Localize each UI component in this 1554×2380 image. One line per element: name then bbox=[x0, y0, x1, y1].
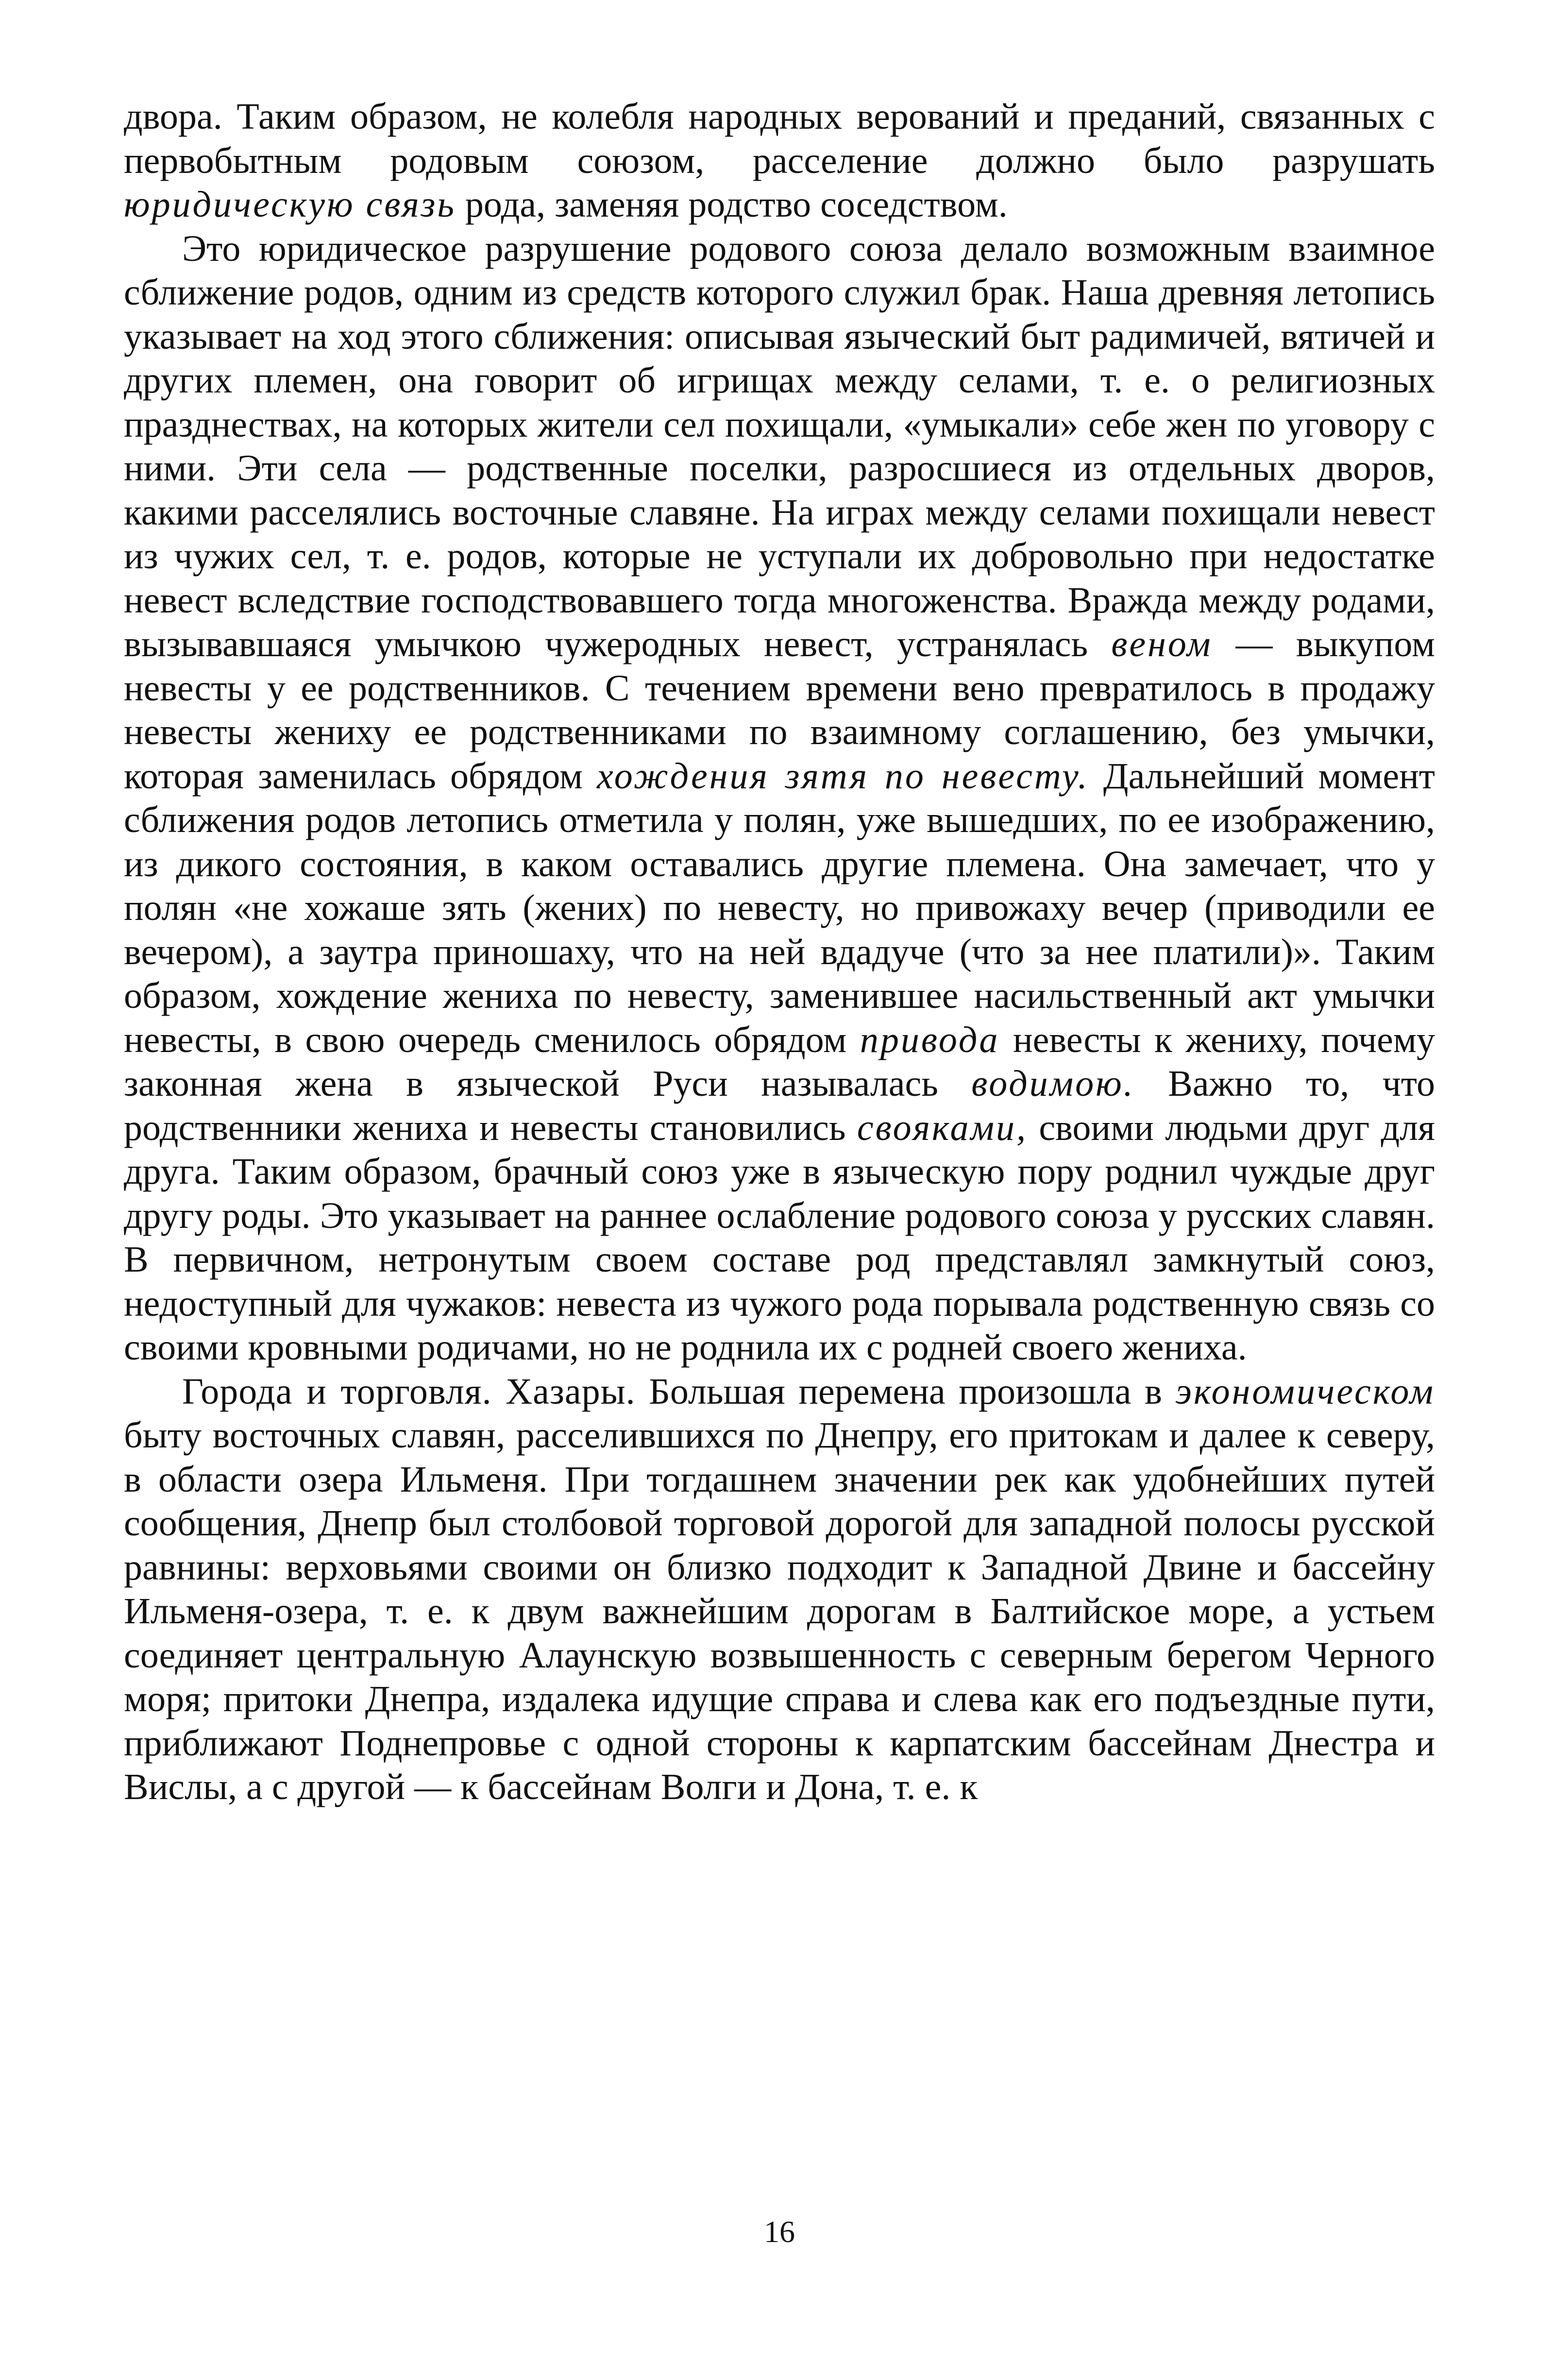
italic-term: свояками, bbox=[857, 1107, 1028, 1148]
text-segment: Большая перемена произошла в bbox=[635, 1371, 1176, 1412]
text-segment: — выкупом невесты у ее родственников. С течением времени вено превратилось в продажу невесты жениху ее родственниками по взаимному соглашению, без умычки, которая заменилась обрядом bbox=[124, 624, 1435, 797]
text-segment: Это юридическое разрушение родового союза делало возможным взаимное сближение родов, одним из средств которого служил брак. Наша древняя летопись указывает на ход этого сближения: описывая языческий быт радимичей, вятичей и других племен, она говорит об игрищах между селами, т. е. о религиозных празднествах, на которых жители сел похищали, «умыкали» себе жен по уговору с ними. Эти села — родственные поселки, разросшиеся из отдельных дворов, какими расселялись восточные славяне. На играх между селами похищали невест из чужих сел, т. е. родов, которые не уступали их добровольно при недостатке невест вследствие господствовавшего тогда многоженства. Вражда между родами, вызывавшаяся умычкою чужеродных невест, устранялась bbox=[124, 228, 1435, 664]
paragraph bbox=[124, 95, 1435, 227]
text-segment: невесты к жениху, почему законная жена в языческой Руси называлась bbox=[124, 1019, 1435, 1104]
text-segment: рода, заменяя родство соседством. bbox=[456, 184, 1008, 225]
text-segment: своими людьми друг для друга. Таким образом, брачный союз уже в языческую пору роднил чуждые друг другу роды. Это указывает на раннее ослабление родового союза у русских славян. В первичном, нетронутым своем составе род представлял замкнутый союз, недоступный для чужаков: невеста из чужого рода порывала родственную связь со своими кровными родичами, но не роднила их с родней своего жениха. bbox=[124, 1107, 1435, 1368]
text-segment: Важно то, что родственники жениха и невесты становились bbox=[124, 1063, 1436, 1148]
italic-term: веном bbox=[1111, 624, 1213, 664]
page-number: 16 bbox=[764, 2214, 795, 2249]
text-segment: Дальнейший момент сближения родов летопись отметила у полян, уже вышедших, по ее изображению, из дикого состояния, в каком оставались другие племена. Она замечает, что у полян «не хожаше зять (жених) по невесту, но привожаху вечер (приводили ее вечером), а заутра приношаху, что на ней вдадуче (что за нее платили)». Таким образом, хождение жениха по невесту, заменившее насильственный акт умычки невесты, в свою очередь сменилось обрядом bbox=[124, 755, 1435, 1060]
italic-term: водимою. bbox=[971, 1063, 1135, 1104]
book-page bbox=[124, 95, 1435, 2310]
italic-term: экономическом bbox=[1175, 1371, 1435, 1412]
text-segment: двора. Таким образом, не колебля народных верований и преданий, связанных с первобытным родовым союзом, расселение должно было разрушать bbox=[124, 96, 1435, 181]
main-text bbox=[124, 95, 1435, 1809]
italic-term: привода bbox=[860, 1019, 1000, 1060]
section-heading: Города и торговля. Хазары. bbox=[182, 1371, 636, 1412]
paragraph bbox=[124, 227, 1435, 1370]
paragraph bbox=[124, 1370, 1435, 1809]
text-segment: быту восточных славян, расселившихся по Днепру, его притокам и далее к северу, в области озера Ильменя. При тогдашнем значении рек как удобнейших путей сообщения, Днепр был столбовой торговой дорогой для западной полосы русской равнины: верховьями своими он близко подходит к Западной Двине и бассейну Ильменя-озера, т. е. к двум важнейшим дорогам в Балтийское море, а устьем соединяет центральную Алаунскую возвышенность с северным берегом Черного моря; притоки Днепра, издалека идущие справа и слева как его подъездные пути, приближают Поднепровье с одной стороны к карпатским бассейнам Днестра и Вислы, а с другой — к бассейнам Волги и Дона, т. е. к bbox=[124, 1415, 1435, 1807]
italic-term: юридическую связь bbox=[124, 184, 456, 225]
italic-term: хождения зятя по невесту. bbox=[596, 755, 1089, 797]
